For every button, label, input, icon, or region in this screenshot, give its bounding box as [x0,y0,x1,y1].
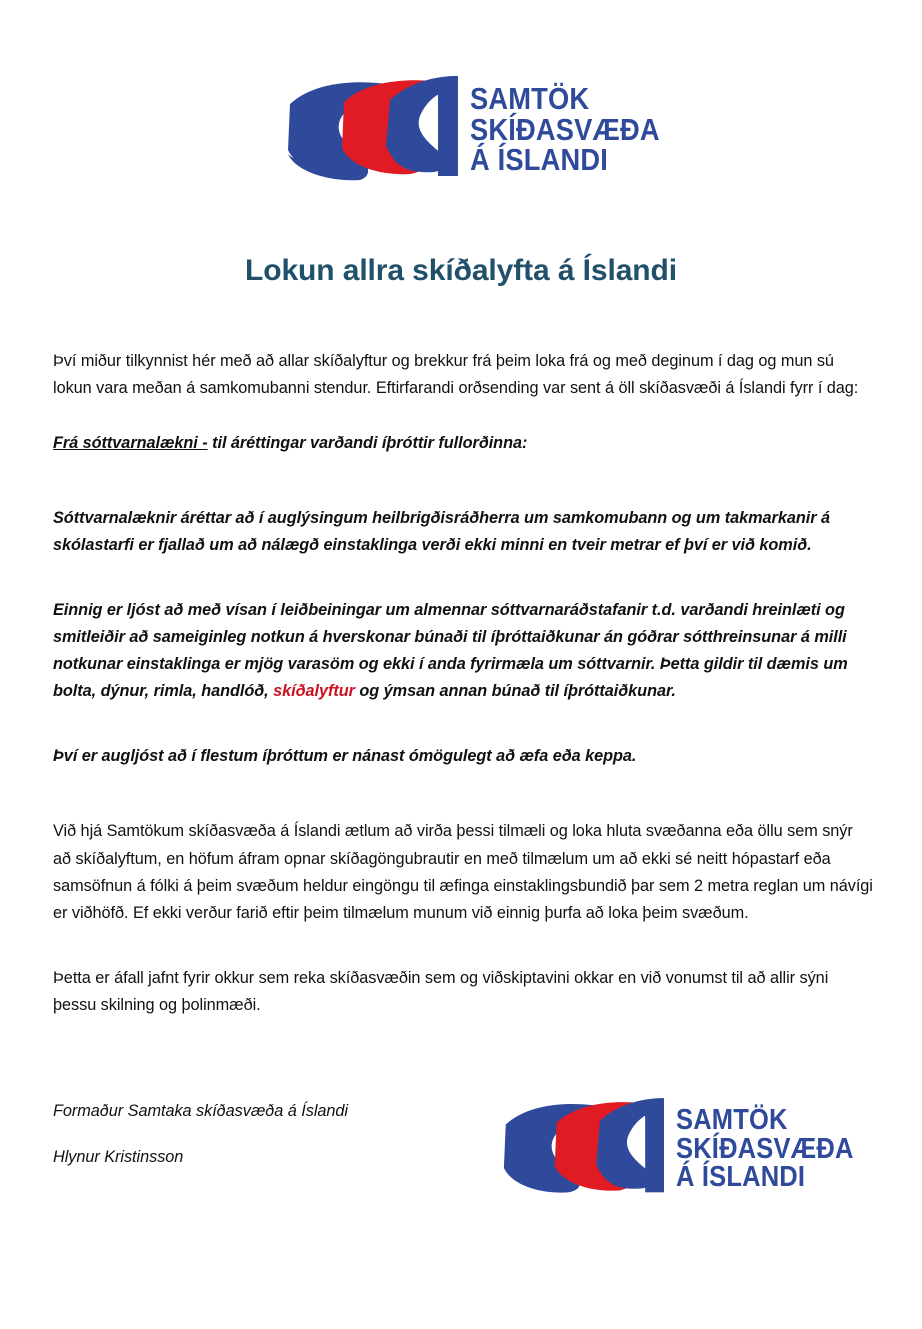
paragraph-source-heading [53,430,873,457]
spacer [53,949,873,965]
document-body [53,348,873,1041]
spacer [53,727,873,743]
spacer [53,792,873,818]
footer-logo-wordmark [676,1104,854,1194]
signature-name: Hlynur Kristinsson [53,1148,184,1167]
spacer [53,479,873,505]
paragraph-quote-3: Því er augljóst að í flestum íþróttum er nánast ómögulegt að æfa eða keppa. [53,747,637,766]
paragraph-quote-2 [53,597,873,705]
logo-line-3: Á ÍSLANDI [470,142,608,178]
highlighted-term: skíðalyftur [273,682,355,701]
quote2-part-b: og ýmsan annan búnað til íþróttaiðkunar. [354,682,676,701]
logo-line-3: Á ÍSLANDI [676,1161,806,1194]
paragraph-quote-1: Sóttvarnalæknir áréttar að í auglýsingum heilbrigðisráðherra um samkomubann og um takmarkanir á skólastarfi er fjallað um að nálægð einstaklinga verði ekki minni en tveir metrar ef því er við komið. [53,509,830,555]
signature-block [53,1098,473,1190]
paragraph-intro: Því miður tilkynnist hér með að allar skíðalyftur og brekkur frá þeim loka frá og með deginum í dag og mun sú lokun vara meðan á samkomubanni stendur. Eftirfarandi orðsending var sent á öll skíðasvæði á Íslandi fyrr í dag: [53,352,859,398]
ssi-wave-mark-icon [286,76,458,184]
ssi-wave-mark-icon [502,1098,664,1200]
source-label: Frá sóttvarnalækni - [53,434,208,453]
paragraph-closing: Þetta er áfall jafnt fyrir okkur sem reka skíðasvæðin sem og viðskiptavini okkar en við vonumst til að allir sýni þessu skilning og þolinmæði. [53,968,829,1014]
quote2-part-a: Einnig er ljóst að með vísan í leiðbeiningar um almennar sóttvarnaráðstafanir t.d. varðandi hreinlæti og smitleiðir að sameiginleg notkun á hverskonar búnaði til íþróttaiðkunar án góðrar sótthreinsunar á milli notkunar einstaklinga er mjög varasöm og ekki í anda fyrirmæla um sóttvarnir. Þetta gildir til dæmis um bolta, dýnur, rimla, handlóð, [53,601,848,701]
paragraph-response: Við hjá Samtökum skíðasvæða á Íslandi ætlum að virða þessi tilmæli og loka hluta svæðanna eða öllu sem snýr að skíðalyftum, en höfum áfram opnar skíðagöngubrautir en með tilmælum um að ekki sé neitt hópastarf eða samsöfnun á fólki á þeim svæðum heldur eingöngu til æfinga einstaklingsbundið þar sem 2 metra reglan um návígi er viðhöfð. Ef ekki verður farið eftir þeim tilmælum munum við einnig þurfa að loka þeim svæðum. [53,822,873,922]
source-subject: til áréttingar varðandi íþróttir fullorðinna: [207,434,528,453]
signature-role: Formaður Samtaka skíðasvæða á Íslandi [53,1102,348,1120]
logo-line-1: SAMTÖK [470,81,590,117]
logo-line-1: SAMTÖK [676,1104,788,1137]
logo-line-2: SKÍÐASVÆÐA [676,1132,854,1165]
footer-logo [502,1098,878,1200]
header-logo-wordmark [470,81,660,178]
logo-line-2: SKÍÐASVÆÐA [470,111,660,147]
spacer [53,581,873,597]
header-logo [286,76,686,184]
page-title: Lokun allra skíðalyfta á Íslandi [245,254,677,288]
